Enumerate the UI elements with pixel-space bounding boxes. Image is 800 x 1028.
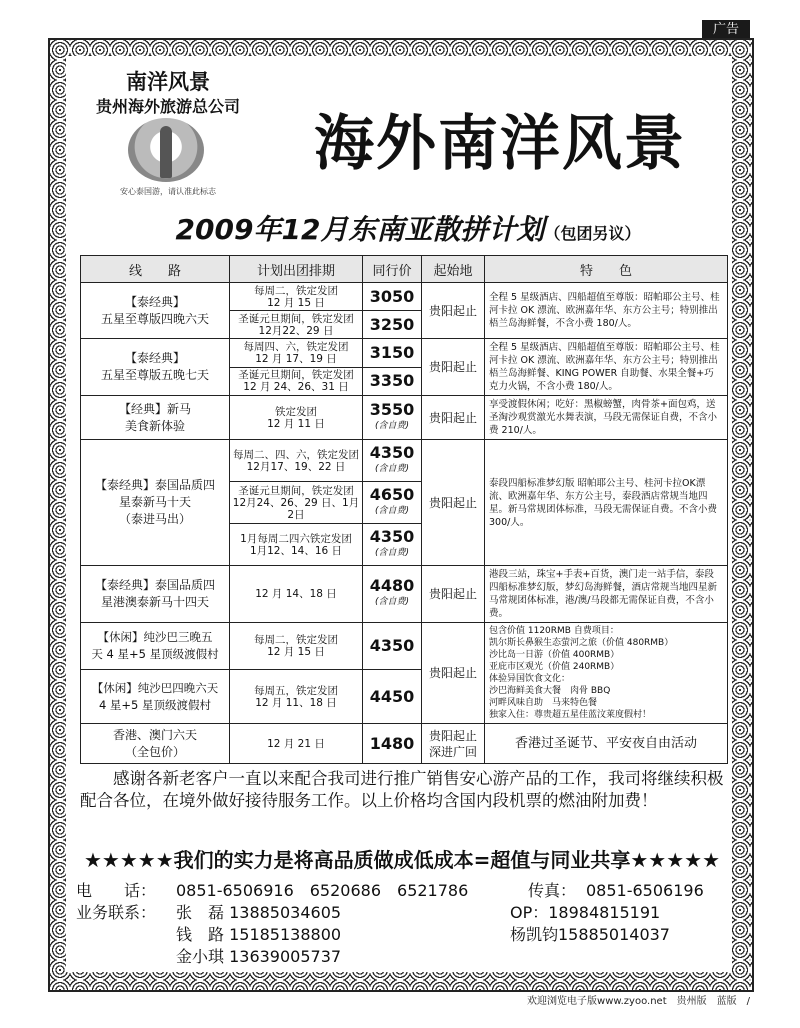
schedule-cell: 1月每周二四六铁定发团 1月12、14、16 日 (230, 524, 363, 566)
price-cell: 3150 (363, 339, 422, 368)
dancer-figure-icon (160, 126, 172, 178)
feature-cell: 港段三站，珠宝+手表+百货，澳门走一站手信，泰段四船标准梦幻版，梦幻岛海鲜餐，酒店常规当地四星新马常规团体标准，港/澳/马段都无需保证自费，不含小费。 (485, 566, 728, 623)
fax-label: 传真： (528, 881, 577, 900)
start-cell: 贵阳起止 (422, 283, 485, 339)
logo-slogan: 安心泰国游，请认准此标志 (120, 187, 216, 196)
table-row (81, 623, 728, 670)
route-cell: 【经典】新马 美食新体验 (81, 396, 230, 440)
price-cell: 3250 (363, 311, 422, 339)
company-motto: ★★★★★我们的实力是将高品质做成低成本=超值与同业共享★★★★★ (83, 848, 721, 872)
table-row (81, 566, 728, 623)
col-header-features: 特 色 (485, 256, 728, 283)
table-row (81, 283, 728, 311)
start-cell: 贵阳起止 (422, 566, 485, 623)
table-row (81, 396, 728, 440)
contact-qian: 钱 路 15185138800 (176, 925, 342, 944)
col-header-route: 线 路 (81, 256, 230, 283)
price-cell: 1480 (363, 724, 422, 764)
price-cell: 4350 (含自费) (363, 524, 422, 566)
start-cell: 贵阳起止 (422, 396, 485, 440)
thank-you-paragraph: 感谢各新老客户一直以来配合我司进行推广销售安心游产品的工作，我司将继续积极配合各位，在境外做好接待服务工作。以上价格均含国内段机票的燃油附加费！ (80, 769, 724, 810)
price-cell: 4350 (363, 623, 422, 670)
brand-name: 南洋风景 (126, 70, 210, 94)
phone-label: 电 话： (76, 881, 157, 900)
feature-cell: 享受渡假休闲；吃好：黑椒螃蟹，肉骨茶+面包鸡，送圣淘沙观赏激光水舞表演，马段无需保证自费，不含小费 210/人。 (485, 396, 728, 440)
schedule-cell: 每周五，铁定发团 12 月 11、18 日 (230, 670, 363, 724)
start-cell: 贵阳起止 (422, 440, 485, 566)
itinerary-table (80, 255, 728, 764)
start-cell: 贵阳起止 (422, 339, 485, 396)
route-cell: 【休闲】纯沙巴四晚六天 4 星+5 星顶级渡假村 (81, 670, 230, 724)
company-name: 贵州海外旅游总公司 (95, 97, 240, 116)
ad-tag: 广告 (702, 20, 750, 40)
route-cell: 【泰经典】 五星至尊版五晚七天 (81, 339, 230, 396)
start-cell: 贵阳起止 深进广回 (422, 724, 485, 764)
route-cell: 【休闲】纯沙巴三晚五 天 4 星+5 星顶级渡假村 (81, 623, 230, 670)
business-contact-label: 业务联系： (76, 903, 157, 922)
schedule-cell: 圣诞元旦期间，铁定发团 12月24、26、29 日、1月2日 (230, 482, 363, 524)
route-cell: 【泰经典】泰国品质四 星港澳泰新马十四天 (81, 566, 230, 623)
price-cell: 4450 (363, 670, 422, 724)
subtitle-note: （包团另议） (544, 224, 641, 243)
schedule-cell: 圣诞元旦期间，铁定发团 12月22、29 日 (230, 311, 363, 339)
feature-cell: 香港过圣诞节、平安夜自由活动 (485, 724, 728, 764)
price-cell: 3550 (含自费) (363, 396, 422, 440)
table-row (81, 724, 728, 764)
route-cell: 【泰经典】泰国品质四 星泰新马十天 （泰进马出） (81, 440, 230, 566)
col-header-price: 同行价 (363, 256, 422, 283)
price-cell: 4650 (含自费) (363, 482, 422, 524)
feature-cell: 包含价值 1120RMB 自费项目： 凯尔斯长鼻猴生态萤河之旅（价值 480RMB） 沙比岛一日游（价值 400RMB） 亚庇市区观光（价值 240RMB） 体验异国饮食文化： 沙巴海鲜美食大餐 肉骨 BBQ 河畔风味自助 马来特色餐 独家入住：尊贵超五星佳蓝汶莱度假村！ (485, 623, 728, 724)
headline: 海外南洋风景 (314, 109, 686, 179)
feature-cell: 全程 5 星级酒店、四船超值至尊版：昭帕耶公主号、桂河卡拉 OK 漂流、欧洲嘉年华、东方公主号；特别推出梧兰岛海鲜餐、KING POWER 自助餐、水果全餐+巧克力火锅，不含小费 180/人。 (485, 339, 728, 396)
price-cell: 4350 (含自费) (363, 440, 422, 482)
contact-jin: 金小琪 13639005737 (176, 947, 342, 966)
price-cell: 3050 (363, 283, 422, 311)
price-cell: 3350 (363, 367, 422, 396)
schedule-cell: 每周四、六，铁定发团 12 月 17、19 日 (230, 339, 363, 368)
schedule-cell: 每周二，铁定发团 12 月 15 日 (230, 623, 363, 670)
subtitle (88, 208, 728, 248)
col-header-start: 起始地 (422, 256, 485, 283)
schedule-cell: 12 月 21 日 (230, 724, 363, 764)
price-cell: 4480 (含自费) (363, 566, 422, 623)
route-cell: 【泰经典】 五星至尊版四晚六天 (81, 283, 230, 339)
subtitle-text: 2009年12月东南亚散拼计划 (175, 213, 545, 246)
contact-op: OP：18984815191 (510, 903, 661, 922)
contact-yang: 杨凯钧15885014037 (510, 925, 670, 944)
schedule-cell: 每周二、四、六，铁定发团 12月17、19、22 日 (230, 440, 363, 482)
table-row (81, 440, 728, 482)
table-header-row (81, 256, 728, 283)
schedule-cell: 圣诞元旦期间，铁定发团 12 月 24、26、31 日 (230, 367, 363, 396)
table-row (81, 339, 728, 368)
feature-cell: 泰段四船标准梦幻版 昭帕耶公主号、桂河卡拉OK漂流、欧洲嘉年华、东方公主号，泰段酒店常规当地四星。新马常规团体标准，马段无需保证自费。不含小费300/人。 (485, 440, 728, 566)
contact-zhang: 张 磊 13885034605 (176, 903, 342, 922)
col-header-schedule: 计划出团排期 (230, 256, 363, 283)
schedule-cell: 铁定发团 12 月 11 日 (230, 396, 363, 440)
feature-cell: 全程 5 星级酒店、四船超值至尊版：昭帕耶公主号、桂河卡拉 OK 漂流、欧洲嘉年华、东方公主号；特别推出梧兰岛海鲜餐，不含小费 180/人。 (485, 283, 728, 339)
schedule-cell: 12 月 14、18 日 (230, 566, 363, 623)
contact-block (76, 880, 736, 968)
route-cell: 香港、澳门六天 （全包价） (81, 724, 230, 764)
schedule-cell: 每周二，铁定发团 12 月 15 日 (230, 283, 363, 311)
page-footer: 欢迎浏览电子版www.zyoo.net 贵州版 蓝版 / (527, 996, 750, 1007)
start-cell: 贵阳起止 (422, 623, 485, 724)
fax-number: 0851-6506196 (586, 881, 704, 900)
phone-numbers: 0851-6506916 6520686 6521786 (176, 881, 469, 900)
